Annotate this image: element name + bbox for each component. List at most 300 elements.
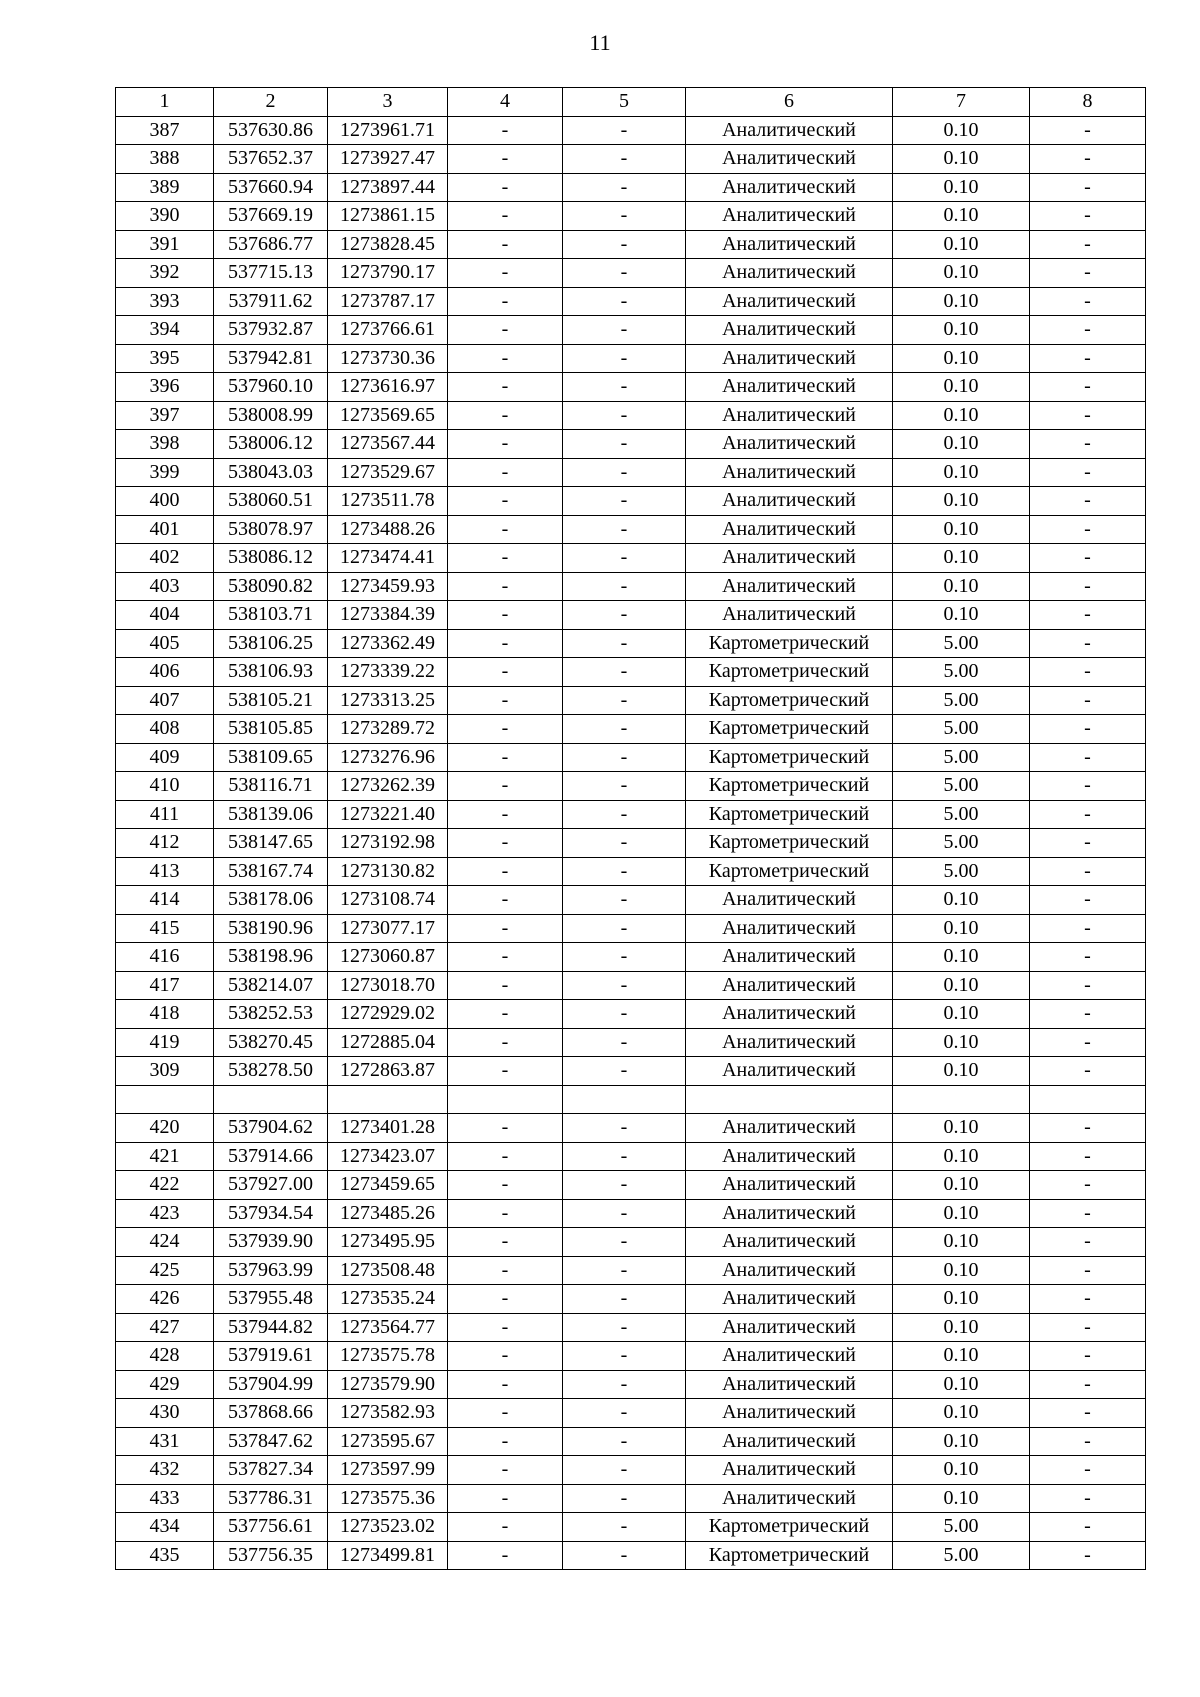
- col4-cell: -: [448, 971, 563, 1000]
- col8-cell: -: [1030, 629, 1146, 658]
- col5-cell: -: [563, 1456, 686, 1485]
- point-number-cell: 414: [116, 886, 214, 915]
- accuracy-cell: 0.10: [893, 259, 1030, 288]
- point-number-cell: 433: [116, 1484, 214, 1513]
- accuracy-cell: 5.00: [893, 800, 1030, 829]
- table-row: [116, 772, 1146, 801]
- column-header: 1: [116, 88, 214, 117]
- method-cell: Аналитический: [686, 971, 893, 1000]
- table-row: [116, 715, 1146, 744]
- x-coordinate-cell: [214, 1085, 328, 1114]
- point-number-cell: 415: [116, 914, 214, 943]
- col5-cell: -: [563, 1114, 686, 1143]
- point-number-cell: 413: [116, 857, 214, 886]
- table-row: [116, 202, 1146, 231]
- method-cell: Аналитический: [686, 1399, 893, 1428]
- point-number-cell: 399: [116, 458, 214, 487]
- table-row: [116, 344, 1146, 373]
- accuracy-cell: 5.00: [893, 772, 1030, 801]
- accuracy-cell: 0.10: [893, 373, 1030, 402]
- table-row: [116, 1484, 1146, 1513]
- col5-cell: -: [563, 1142, 686, 1171]
- col5-cell: -: [563, 1256, 686, 1285]
- accuracy-cell: 0.10: [893, 287, 1030, 316]
- y-coordinate-cell: 1273362.49: [328, 629, 448, 658]
- x-coordinate-cell: 537868.66: [214, 1399, 328, 1428]
- col5-cell: -: [563, 430, 686, 459]
- col5-cell: -: [563, 658, 686, 687]
- table-row: [116, 743, 1146, 772]
- point-number-cell: 387: [116, 116, 214, 145]
- accuracy-cell: 0.10: [893, 601, 1030, 630]
- col4-cell: -: [448, 373, 563, 402]
- point-number-cell: 412: [116, 829, 214, 858]
- col4-cell: -: [448, 1513, 563, 1542]
- method-cell: Картометрический: [686, 629, 893, 658]
- y-coordinate-cell: 1273897.44: [328, 173, 448, 202]
- table-row: [116, 1541, 1146, 1570]
- accuracy-cell: 0.10: [893, 1484, 1030, 1513]
- accuracy-cell: 0.10: [893, 1427, 1030, 1456]
- method-cell: Аналитический: [686, 601, 893, 630]
- y-coordinate-cell: 1273766.61: [328, 316, 448, 345]
- point-number-cell: 427: [116, 1313, 214, 1342]
- col5-cell: -: [563, 1484, 686, 1513]
- y-coordinate-cell: 1273499.81: [328, 1541, 448, 1570]
- x-coordinate-cell: 538106.93: [214, 658, 328, 687]
- accuracy-cell: 0.10: [893, 430, 1030, 459]
- method-cell: Аналитический: [686, 458, 893, 487]
- table-row: [116, 829, 1146, 858]
- x-coordinate-cell: 538086.12: [214, 544, 328, 573]
- col5-cell: -: [563, 1513, 686, 1542]
- table-row: [116, 1456, 1146, 1485]
- point-number-cell: 309: [116, 1057, 214, 1086]
- col8-cell: -: [1030, 230, 1146, 259]
- y-coordinate-cell: 1273221.40: [328, 800, 448, 829]
- x-coordinate-cell: 537955.48: [214, 1285, 328, 1314]
- table-row: [116, 1427, 1146, 1456]
- col4-cell: -: [448, 1285, 563, 1314]
- x-coordinate-cell: 537942.81: [214, 344, 328, 373]
- col4-cell: -: [448, 772, 563, 801]
- column-header: 5: [563, 88, 686, 117]
- col5-cell: -: [563, 1370, 686, 1399]
- accuracy-cell: 0.10: [893, 1342, 1030, 1371]
- col8-cell: -: [1030, 1114, 1146, 1143]
- col4-cell: -: [448, 857, 563, 886]
- x-coordinate-cell: 538106.25: [214, 629, 328, 658]
- table-row: [116, 1028, 1146, 1057]
- accuracy-cell: 0.10: [893, 544, 1030, 573]
- table-row: [116, 515, 1146, 544]
- col4-cell: -: [448, 629, 563, 658]
- accuracy-cell: 0.10: [893, 572, 1030, 601]
- x-coordinate-cell: 537652.37: [214, 145, 328, 174]
- col8-cell: -: [1030, 515, 1146, 544]
- col8-cell: -: [1030, 401, 1146, 430]
- y-coordinate-cell: 1273595.67: [328, 1427, 448, 1456]
- table-row: [116, 1199, 1146, 1228]
- col8-cell: [1030, 1085, 1146, 1114]
- col8-cell: -: [1030, 344, 1146, 373]
- method-cell: Аналитический: [686, 1427, 893, 1456]
- method-cell: Аналитический: [686, 287, 893, 316]
- col8-cell: -: [1030, 1370, 1146, 1399]
- y-coordinate-cell: 1273569.65: [328, 401, 448, 430]
- col5-cell: -: [563, 458, 686, 487]
- y-coordinate-cell: 1273485.26: [328, 1199, 448, 1228]
- col8-cell: -: [1030, 1399, 1146, 1428]
- col4-cell: -: [448, 515, 563, 544]
- y-coordinate-cell: 1273401.28: [328, 1114, 448, 1143]
- method-cell: Аналитический: [686, 430, 893, 459]
- col5-cell: -: [563, 1427, 686, 1456]
- y-coordinate-cell: 1273730.36: [328, 344, 448, 373]
- method-cell: Аналитический: [686, 1456, 893, 1485]
- point-number-cell: 394: [116, 316, 214, 345]
- accuracy-cell: 0.10: [893, 1114, 1030, 1143]
- x-coordinate-cell: 537934.54: [214, 1199, 328, 1228]
- point-number-cell: 432: [116, 1456, 214, 1485]
- point-number-cell: 400: [116, 487, 214, 516]
- accuracy-cell: 0.10: [893, 1171, 1030, 1200]
- column-header: 7: [893, 88, 1030, 117]
- col5-cell: -: [563, 259, 686, 288]
- col8-cell: -: [1030, 259, 1146, 288]
- method-cell: Аналитический: [686, 116, 893, 145]
- accuracy-cell: 0.10: [893, 202, 1030, 231]
- y-coordinate-cell: 1273339.22: [328, 658, 448, 687]
- table-row: [116, 430, 1146, 459]
- y-coordinate-cell: 1272863.87: [328, 1057, 448, 1086]
- table-row: [116, 1513, 1146, 1542]
- x-coordinate-cell: 538278.50: [214, 1057, 328, 1086]
- col8-cell: -: [1030, 1427, 1146, 1456]
- x-coordinate-cell: 538190.96: [214, 914, 328, 943]
- accuracy-cell: 0.10: [893, 1000, 1030, 1029]
- method-cell: Картометрический: [686, 772, 893, 801]
- method-cell: Аналитический: [686, 230, 893, 259]
- col5-cell: [563, 1085, 686, 1114]
- col5-cell: -: [563, 772, 686, 801]
- table-row: [116, 1313, 1146, 1342]
- x-coordinate-cell: 538109.65: [214, 743, 328, 772]
- table-row: [116, 287, 1146, 316]
- point-number-cell: 401: [116, 515, 214, 544]
- method-cell: Аналитический: [686, 173, 893, 202]
- point-number-cell: 418: [116, 1000, 214, 1029]
- table-row: [116, 230, 1146, 259]
- y-coordinate-cell: 1273459.93: [328, 572, 448, 601]
- accuracy-cell: 5.00: [893, 658, 1030, 687]
- col8-cell: -: [1030, 544, 1146, 573]
- accuracy-cell: 0.10: [893, 1313, 1030, 1342]
- method-cell: Аналитический: [686, 259, 893, 288]
- point-number-cell: 403: [116, 572, 214, 601]
- accuracy-cell: 0.10: [893, 116, 1030, 145]
- x-coordinate-cell: 538178.06: [214, 886, 328, 915]
- x-coordinate-cell: 537756.35: [214, 1541, 328, 1570]
- x-coordinate-cell: 538105.85: [214, 715, 328, 744]
- col5-cell: -: [563, 1199, 686, 1228]
- point-number-cell: 405: [116, 629, 214, 658]
- accuracy-cell: 0.10: [893, 316, 1030, 345]
- col5-cell: -: [563, 173, 686, 202]
- column-header: 6: [686, 88, 893, 117]
- method-cell: Аналитический: [686, 1057, 893, 1086]
- col8-cell: -: [1030, 943, 1146, 972]
- x-coordinate-cell: 537630.86: [214, 116, 328, 145]
- x-coordinate-cell: 537914.66: [214, 1142, 328, 1171]
- col8-cell: -: [1030, 914, 1146, 943]
- col5-cell: -: [563, 316, 686, 345]
- method-cell: Аналитический: [686, 943, 893, 972]
- col8-cell: -: [1030, 743, 1146, 772]
- col5-cell: -: [563, 1028, 686, 1057]
- table-row: [116, 1057, 1146, 1086]
- col8-cell: -: [1030, 601, 1146, 630]
- col8-cell: -: [1030, 1456, 1146, 1485]
- method-cell: Аналитический: [686, 1484, 893, 1513]
- x-coordinate-cell: 537827.34: [214, 1456, 328, 1485]
- y-coordinate-cell: 1273597.99: [328, 1456, 448, 1485]
- col8-cell: -: [1030, 772, 1146, 801]
- method-cell: Аналитический: [686, 487, 893, 516]
- y-coordinate-cell: 1273192.98: [328, 829, 448, 858]
- col5-cell: -: [563, 1285, 686, 1314]
- point-number-cell: 416: [116, 943, 214, 972]
- method-cell: Аналитический: [686, 1256, 893, 1285]
- y-coordinate-cell: 1273575.78: [328, 1342, 448, 1371]
- y-coordinate-cell: 1273018.70: [328, 971, 448, 1000]
- y-coordinate-cell: 1273616.97: [328, 373, 448, 402]
- col5-cell: -: [563, 943, 686, 972]
- col5-cell: -: [563, 344, 686, 373]
- col8-cell: -: [1030, 1228, 1146, 1257]
- col5-cell: -: [563, 1171, 686, 1200]
- table-row: [116, 971, 1146, 1000]
- col8-cell: -: [1030, 829, 1146, 858]
- table-row: [116, 1085, 1146, 1114]
- point-number-cell: 393: [116, 287, 214, 316]
- col5-cell: -: [563, 971, 686, 1000]
- x-coordinate-cell: 538252.53: [214, 1000, 328, 1029]
- col8-cell: -: [1030, 1256, 1146, 1285]
- y-coordinate-cell: 1273313.25: [328, 686, 448, 715]
- col8-cell: -: [1030, 971, 1146, 1000]
- col5-cell: -: [563, 287, 686, 316]
- x-coordinate-cell: 537911.62: [214, 287, 328, 316]
- col8-cell: -: [1030, 1171, 1146, 1200]
- accuracy-cell: 0.10: [893, 1399, 1030, 1428]
- point-number-cell: 409: [116, 743, 214, 772]
- col8-cell: -: [1030, 1057, 1146, 1086]
- col5-cell: -: [563, 743, 686, 772]
- col4-cell: -: [448, 743, 563, 772]
- x-coordinate-cell: 537756.61: [214, 1513, 328, 1542]
- method-cell: Аналитический: [686, 1114, 893, 1143]
- accuracy-cell: 0.10: [893, 1057, 1030, 1086]
- method-cell: Картометрический: [686, 715, 893, 744]
- table-row: [116, 487, 1146, 516]
- col8-cell: -: [1030, 287, 1146, 316]
- col5-cell: -: [563, 1313, 686, 1342]
- method-cell: Аналитический: [686, 401, 893, 430]
- x-coordinate-cell: 537715.13: [214, 259, 328, 288]
- col4-cell: -: [448, 715, 563, 744]
- method-cell: Аналитический: [686, 1142, 893, 1171]
- accuracy-cell: 0.10: [893, 943, 1030, 972]
- y-coordinate-cell: 1273077.17: [328, 914, 448, 943]
- method-cell: Картометрический: [686, 686, 893, 715]
- table-row: [116, 458, 1146, 487]
- col5-cell: -: [563, 886, 686, 915]
- y-coordinate-cell: 1273575.36: [328, 1484, 448, 1513]
- point-number-cell: 392: [116, 259, 214, 288]
- col4-cell: -: [448, 1171, 563, 1200]
- accuracy-cell: 5.00: [893, 1513, 1030, 1542]
- table-row: [116, 1228, 1146, 1257]
- table-row: [116, 914, 1146, 943]
- method-cell: Аналитический: [686, 886, 893, 915]
- y-coordinate-cell: 1273459.65: [328, 1171, 448, 1200]
- col4-cell: -: [448, 202, 563, 231]
- col5-cell: -: [563, 1399, 686, 1428]
- col4-cell: -: [448, 344, 563, 373]
- col4-cell: -: [448, 1484, 563, 1513]
- point-number-cell: 425: [116, 1256, 214, 1285]
- col5-cell: -: [563, 800, 686, 829]
- point-number-cell: 411: [116, 800, 214, 829]
- col4-cell: -: [448, 829, 563, 858]
- col4-cell: -: [448, 572, 563, 601]
- method-cell: Аналитический: [686, 914, 893, 943]
- table-row: [116, 401, 1146, 430]
- method-cell: Картометрический: [686, 1541, 893, 1570]
- x-coordinate-cell: 537904.62: [214, 1114, 328, 1143]
- y-coordinate-cell: 1273582.93: [328, 1399, 448, 1428]
- x-coordinate-cell: 538060.51: [214, 487, 328, 516]
- method-cell: Аналитический: [686, 572, 893, 601]
- table-row: [116, 572, 1146, 601]
- page-number: 11: [589, 30, 611, 55]
- point-number-cell: 423: [116, 1199, 214, 1228]
- col5-cell: -: [563, 145, 686, 174]
- method-cell: Аналитический: [686, 316, 893, 345]
- table-row: [116, 1000, 1146, 1029]
- method-cell: Аналитический: [686, 515, 893, 544]
- table-row: [116, 259, 1146, 288]
- col5-cell: -: [563, 857, 686, 886]
- point-number-cell: 410: [116, 772, 214, 801]
- col4-cell: -: [448, 401, 563, 430]
- col5-cell: -: [563, 572, 686, 601]
- y-coordinate-cell: 1273511.78: [328, 487, 448, 516]
- y-coordinate-cell: 1273567.44: [328, 430, 448, 459]
- col5-cell: -: [563, 829, 686, 858]
- x-coordinate-cell: 538006.12: [214, 430, 328, 459]
- table-row: [116, 316, 1146, 345]
- x-coordinate-cell: 538078.97: [214, 515, 328, 544]
- x-coordinate-cell: 538147.65: [214, 829, 328, 858]
- col4-cell: -: [448, 686, 563, 715]
- col8-cell: -: [1030, 116, 1146, 145]
- point-number-cell: 397: [116, 401, 214, 430]
- method-cell: Аналитический: [686, 344, 893, 373]
- y-coordinate-cell: 1273384.39: [328, 601, 448, 630]
- table-row: [116, 629, 1146, 658]
- x-coordinate-cell: 537660.94: [214, 173, 328, 202]
- x-coordinate-cell: 537939.90: [214, 1228, 328, 1257]
- col8-cell: -: [1030, 800, 1146, 829]
- y-coordinate-cell: 1273927.47: [328, 145, 448, 174]
- accuracy-cell: 0.10: [893, 1370, 1030, 1399]
- y-coordinate-cell: 1273787.17: [328, 287, 448, 316]
- y-coordinate-cell: 1273423.07: [328, 1142, 448, 1171]
- col4-cell: -: [448, 1313, 563, 1342]
- y-coordinate-cell: 1273474.41: [328, 544, 448, 573]
- col8-cell: -: [1030, 316, 1146, 345]
- accuracy-cell: 0.10: [893, 401, 1030, 430]
- point-number-cell: 435: [116, 1541, 214, 1570]
- col8-cell: -: [1030, 1541, 1146, 1570]
- col5-cell: -: [563, 515, 686, 544]
- col4-cell: -: [448, 886, 563, 915]
- y-coordinate-cell: 1273961.71: [328, 116, 448, 145]
- col5-cell: -: [563, 1541, 686, 1570]
- method-cell: Картометрический: [686, 743, 893, 772]
- col5-cell: -: [563, 373, 686, 402]
- col5-cell: -: [563, 230, 686, 259]
- x-coordinate-cell: 537786.31: [214, 1484, 328, 1513]
- col5-cell: -: [563, 601, 686, 630]
- col4-cell: -: [448, 914, 563, 943]
- accuracy-cell: [893, 1085, 1030, 1114]
- table-row: [116, 1285, 1146, 1314]
- accuracy-cell: 0.10: [893, 173, 1030, 202]
- method-cell: Аналитический: [686, 1370, 893, 1399]
- point-number-cell: 408: [116, 715, 214, 744]
- method-cell: Картометрический: [686, 1513, 893, 1542]
- method-cell: Аналитический: [686, 1000, 893, 1029]
- table-row: [116, 145, 1146, 174]
- col8-cell: -: [1030, 1342, 1146, 1371]
- col4-cell: -: [448, 1541, 563, 1570]
- col4-cell: -: [448, 116, 563, 145]
- y-coordinate-cell: 1273108.74: [328, 886, 448, 915]
- x-coordinate-cell: 537927.00: [214, 1171, 328, 1200]
- col5-cell: -: [563, 1000, 686, 1029]
- col8-cell: -: [1030, 572, 1146, 601]
- col4-cell: -: [448, 230, 563, 259]
- accuracy-cell: 5.00: [893, 857, 1030, 886]
- column-header: 2: [214, 88, 328, 117]
- x-coordinate-cell: 538198.96: [214, 943, 328, 972]
- accuracy-cell: 0.10: [893, 1199, 1030, 1228]
- point-number-cell: [116, 1085, 214, 1114]
- point-number-cell: 434: [116, 1513, 214, 1542]
- x-coordinate-cell: 537944.82: [214, 1313, 328, 1342]
- accuracy-cell: 0.10: [893, 1142, 1030, 1171]
- col8-cell: -: [1030, 458, 1146, 487]
- col4-cell: -: [448, 173, 563, 202]
- coordinates-table: [115, 87, 1146, 1570]
- col8-cell: -: [1030, 173, 1146, 202]
- col4-cell: [448, 1085, 563, 1114]
- x-coordinate-cell: 538008.99: [214, 401, 328, 430]
- table-row: [116, 1171, 1146, 1200]
